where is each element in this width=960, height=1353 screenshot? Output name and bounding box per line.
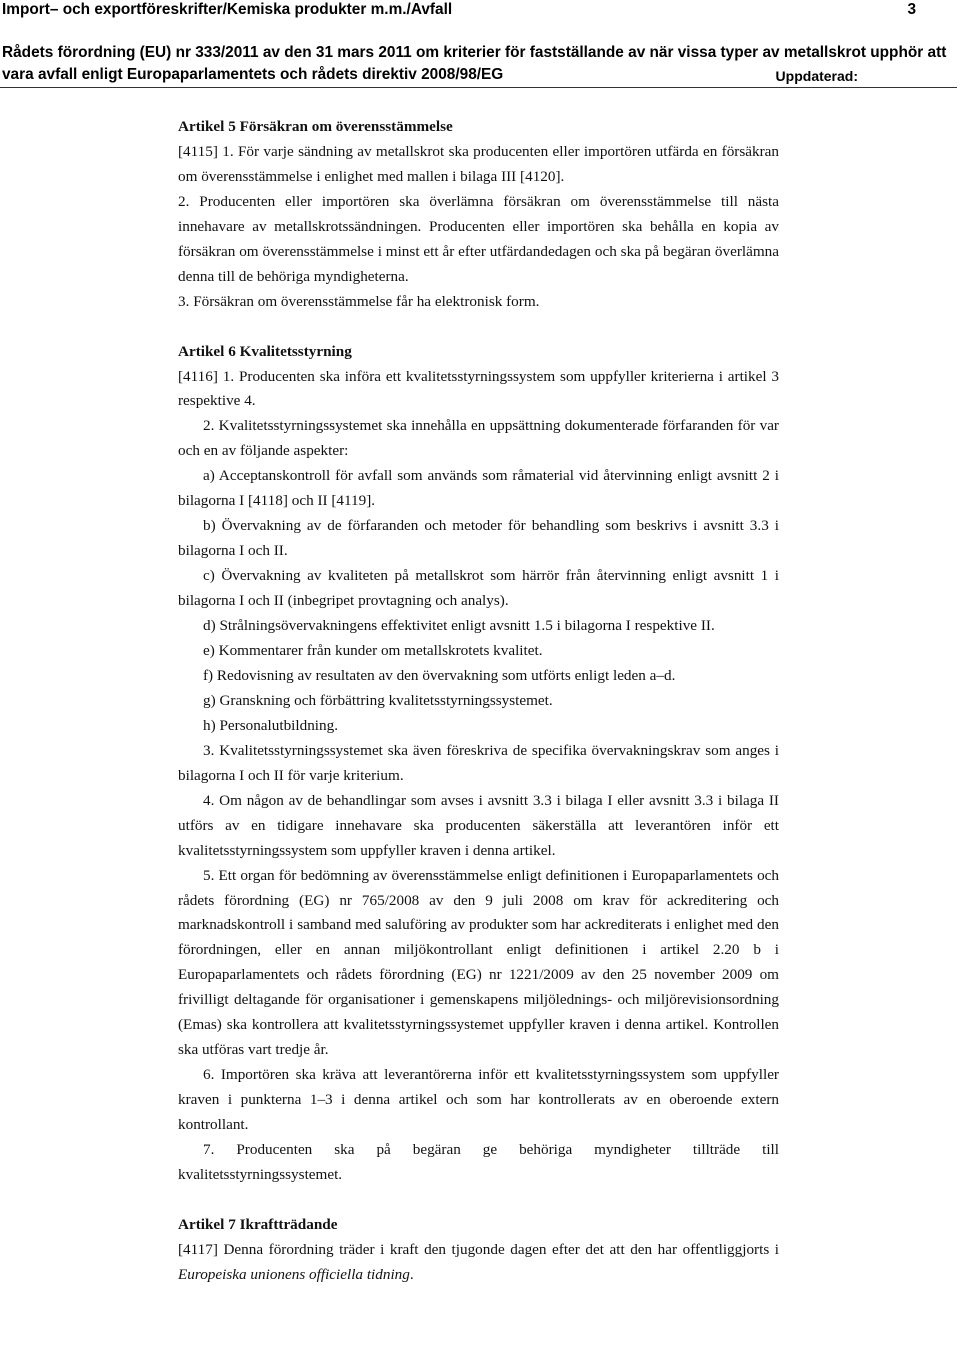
article-5: [178, 115, 779, 315]
document-body: [178, 115, 779, 1288]
spacer: [178, 315, 779, 340]
article-6-paragraph-3: 3. Kvalitetsstyrningssystemet ska även föreskriva de specifika övervakningskrav som anges i bilagorna I och II för varje kriterium.: [178, 741, 779, 784]
article-6-item-g: g) Granskning och förbättring kvalitetsstyrningssystemet.: [203, 691, 553, 709]
article-6-item-d: d) Strålningsövervakningens effektivitet enligt avsnitt 1.5 i bilagorna I respektive II.: [203, 617, 715, 635]
article-6-paragraph-2: 2. Kvalitetsstyrningssystemet ska innehålla en uppsättning dokumenterade förfaranden för var och en av följande aspekter:: [178, 417, 779, 460]
article-6-item-c: c) Övervakning av kvaliteten på metallskrot som härrör från återvinning enligt avsnitt 1 i bilagorna I och II (inbegripet provtagning och analys).: [178, 567, 779, 610]
journal-name: Europeiska unionens officiella tidning: [178, 1265, 410, 1283]
article-5-heading: Artikel 5 Försäkran om överensstämmelse: [178, 118, 453, 135]
article-6-item-a: a) Acceptanskontroll för avfall som används som råmaterial vid återvinning enligt avsnitt 2 i bilagorna I [4118] och II [4119].: [178, 467, 779, 510]
article-7-text: [4117] Denna förordning träder i kraft den tjugonde dagen efter det att den har offentliggjorts i: [178, 1240, 779, 1258]
spacer: [178, 1188, 779, 1213]
article-6-paragraph-5: 5. Ett organ för bedömning av överensstämmelse enligt definitionen i Europaparlamentets och rådets förordning (EG) nr 765/2008 av den 9 juli 2008 om krav för ackreditering och marknadskontroll i samband med saluföring av produkter som har ackrediterats i enlighet med den förordningen, eller en annan miljökontrollant enligt definitionen i artikel 2.20 b i Europaparlamentets och rådets förordning (EG) nr 1221/2009 av den 25 november 2009 om frivilligt deltagande för organisationer i gemenskapens miljölednings- och miljörevisionsordning (Emas) ska kontrollera att kvalitetsstyrningssystemet uppfyller kraven i denna artikel. Kontrollen ska utföras vart tredje år.: [178, 866, 779, 1059]
article-6-heading: Artikel 6 Kvalitetsstyrning: [178, 342, 352, 360]
page-number: 3: [907, 1, 916, 18]
article-6-paragraph-1: [4116] 1. Producenten ska införa ett kvalitetsstyrningssystem som uppfyller kriterierna i artikel 3 respektive 4.: [178, 367, 779, 410]
article-5-paragraph-1: [4115] 1. För varje sändning av metallskrot ska producenten eller importören utfärda en försäkran om överensstämmelse i enlighet med mallen i bilaga III [4120].: [178, 142, 779, 185]
header-subtitle-text: vara avfall enligt Europaparlamentets och rådets direktiv 2008/98/EG: [2, 66, 504, 83]
article-7: [178, 1213, 779, 1288]
header-divider: [0, 87, 957, 88]
article-5-paragraph-2: 2. Producenten eller importören ska överlämna försäkran om överensstämmelse till nästa innehavare av metallskrotssändningen. Producenten eller importören ska behålla en kopia av försäkran om överensstämmelse i minst ett år efter utfärdandedagen och ska på begäran överlämna denna till de behöriga myndigheterna.: [178, 192, 779, 285]
article-6-paragraph-6: 6. Importören ska kräva att leverantörerna inför ett kvalitetsstyrningssystem som uppfyller kraven i punkterna 1–3 i denna artikel och som har kontrollerats av en oberoende extern kontrollant.: [178, 1066, 779, 1134]
article-7-period: .: [409, 1265, 414, 1283]
article-7-paragraph-1: [178, 1238, 779, 1288]
article-6-item-f: f) Redovisning av resultaten av den övervakning som utförts enligt leden a–d.: [203, 666, 676, 684]
header-title-row: [2, 0, 916, 20]
article-6-paragraph-7: 7. Producenten ska på begäran ge behöriga myndigheter tillträde till kvalitetsstyrningssystemet.: [178, 1141, 779, 1184]
article-6-item-e: e) Kommentarer från kunder om metallskrotets kvalitet.: [203, 642, 543, 659]
article-6-paragraph-4: 4. Om någon av de behandlingar som avses i avsnitt 3.3 i bilaga I eller avsnitt 3.3 i bilaga II utförs av en tidigare innehavare ska producenten säkerställa att leverantören inför ett kvalitetsstyrningssystem som uppfyller kraven i denna artikel.: [178, 791, 779, 859]
article-5-paragraph-3: 3. Försäkran om överensstämmelse får ha elektronisk form.: [178, 292, 540, 310]
article-6-item-h: h) Personalutbildning.: [203, 716, 338, 734]
header-subtitle-line-1: Rådets förordning (EU) nr 333/2011 av den 31 mars 2011 om kriterier för fastställande av när vissa typer av metallskrot upphör att: [2, 44, 947, 61]
article-6-item-b: b) Övervakning av de förfaranden och metoder för behandling som beskrivs i avsnitt 3.3 i bilagorna I och II.: [178, 517, 779, 560]
header-subtitle-line-2: [2, 65, 956, 85]
document-title: Import– och exportföreskrifter/Kemiska produkter m.m./Avfall: [2, 1, 453, 18]
article-6: [178, 340, 779, 1188]
updated-label: Uppdaterad:: [775, 68, 858, 84]
article-7-heading: Artikel 7 Ikraftträdande: [178, 1215, 338, 1233]
